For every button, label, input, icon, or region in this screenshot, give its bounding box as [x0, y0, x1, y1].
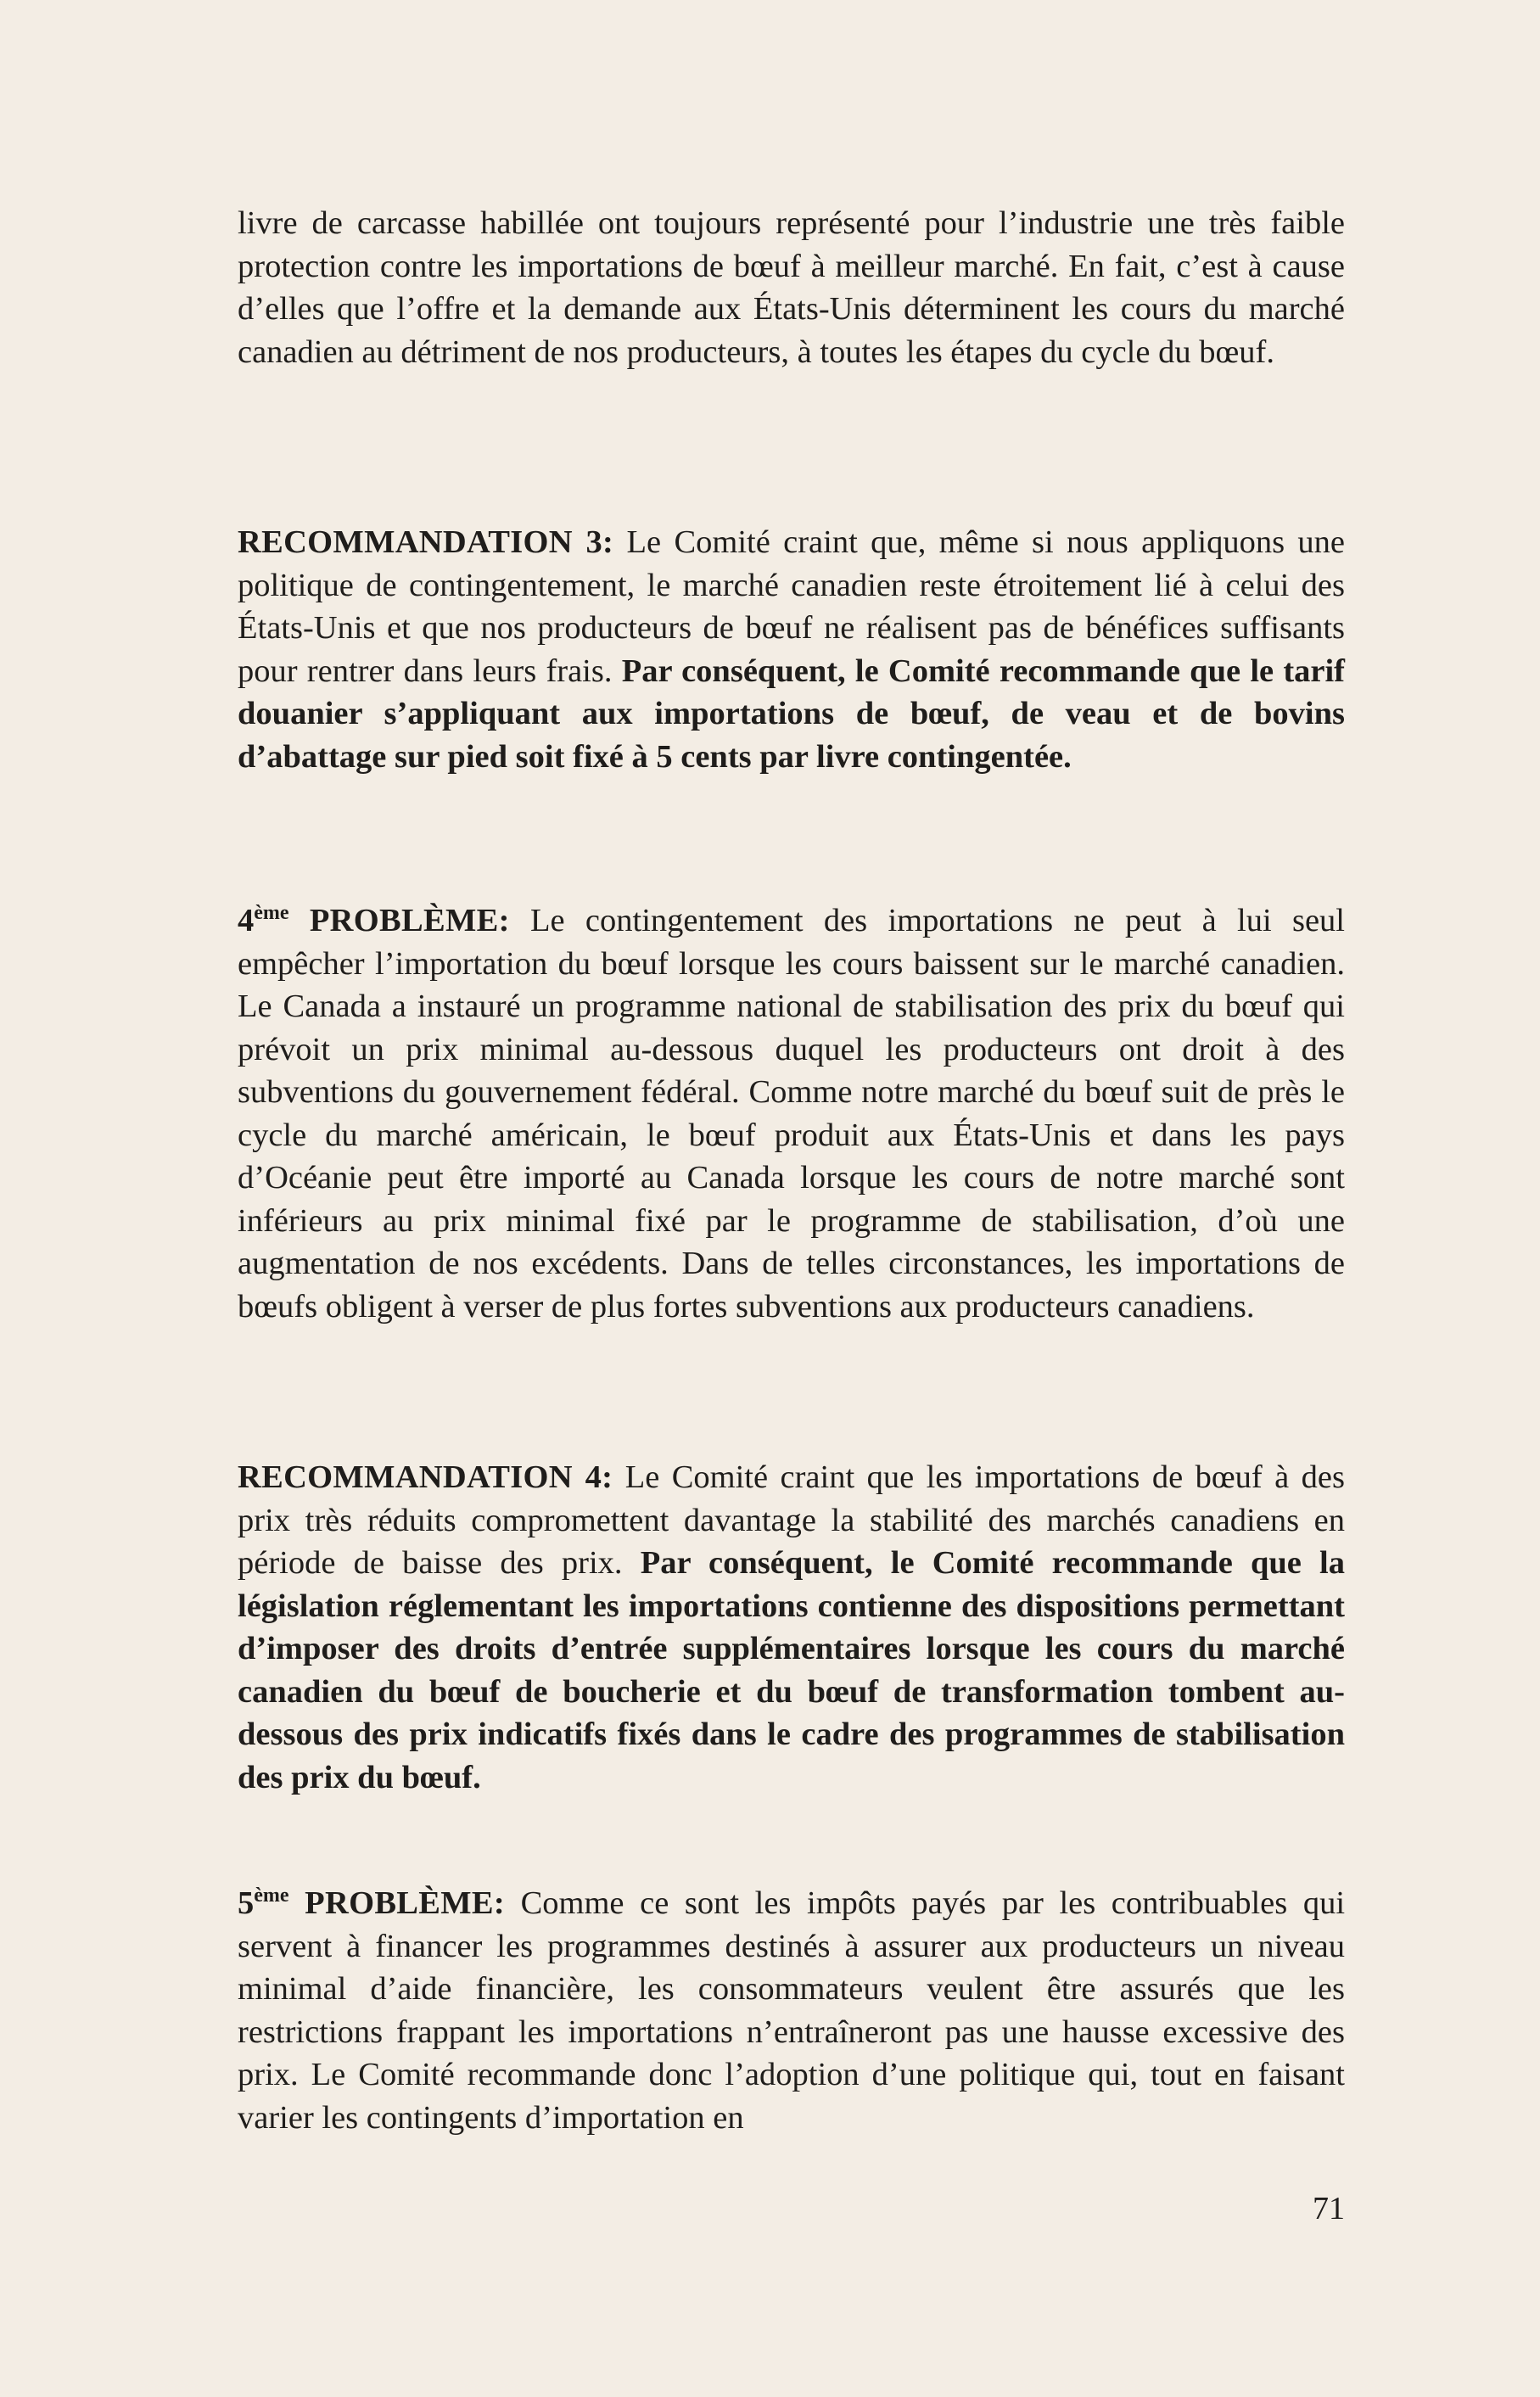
recommendation-4-bold-text: Par conséquent, le Comité recommande que la législation réglementant les importations contienne des dispositions permettant d’imposer des droits d’entrée supplémentaires lorsque les cours du marché canadien du bœuf de boucherie et du bœuf de transformation tombent au-dessous des prix indicatifs fixés dans le cadre des programmes de stabilisation des prix du bœuf. [238, 1545, 1345, 1795]
recommendation-4-text: Le Comité craint que les importations de bœuf à des prix très réduits compromettent davantage la stabilité des marchés canadiens en période de baisse des prix. [238, 1459, 1345, 1581]
paragraph-text: livre de carcasse habillée ont toujours représenté pour l’industrie une très faible protection contre les importations de bœuf à meilleur marché. En fait, c’est à cause d’elles que l’offre et la demande aux États-Unis déterminent les cours du marché canadien au détriment de nos producteurs, à toutes les étapes du cycle du bœuf. [238, 205, 1345, 370]
problem-4-ordinal-suffix: ème [254, 902, 289, 924]
problem-4 [238, 899, 1345, 1328]
problem-5-ordinal-suffix: ème [254, 1885, 289, 1907]
problem-5 [238, 1882, 1345, 2139]
recommendation-3-label: RECOMMANDATION 3: [238, 524, 614, 560]
problem-5-number: 5 [238, 1885, 255, 1921]
problem-5-label: PROBLÈME: [305, 1885, 505, 1921]
recommendation-3 [238, 521, 1345, 778]
recommendation-4-label: RECOMMANDATION 4: [238, 1459, 613, 1495]
problem-4-label: PROBLÈME: [309, 903, 510, 938]
recommendation-3-bold-text: Par conséquent, le Comité recommande que le tarif douanier s’appliquant aux importations de bœuf, de veau et de bovins d’abattage sur pied soit fixé à 5 cents par livre contingentée. [238, 652, 1345, 775]
recommendation-4 [238, 1456, 1345, 1799]
recommendation-3-text: Le Comité craint que, même si nous appliquons une politique de contingentement, le marché canadien reste étroitement lié à celui des États-Unis et que nos producteurs de bœuf ne réalisent pas de bénéfices suffisants pour rentrer dans leurs frais. [238, 524, 1345, 689]
problem-4-text: Le contingentement des importations ne peut à lui seul empêcher l’importation du bœuf lorsque les cours baissent sur le marché canadien. Le Canada a instauré un programme national de stabilisation des prix du bœuf qui prévoit un prix minimal au-dessous duquel les producteurs ont droit à des subventions du gouvernement fédéral. Comme notre marché du bœuf suit de près le cycle du marché américain, le bœuf produit aux États-Unis et dans les pays d’Océanie peut être importé au Canada lorsque les cours de notre marché sont inférieurs au prix minimal fixé par le programme de stabilisation, d’où une augmentation de nos excédents. Dans de telles circonstances, les importations de bœufs obligent à verser de plus fortes subventions aux producteurs canadiens. [238, 903, 1345, 1325]
paragraph-beef-protection [238, 202, 1345, 373]
problem-4-number: 4 [238, 903, 255, 938]
page-number: 71 [1313, 2191, 1345, 2226]
problem-5-text: Comme ce sont les impôts payés par les contribuables qui servent à financer les programmes destinés à assurer aux producteurs un niveau minimal d’aide financière, les consommateurs veulent être assurés que les restrictions frappant les importations n’entraîneront pas une hausse excessive des prix. Le Comité recommande donc l’adoption d’une politique qui, tout en faisant varier les contingents d’importation en [238, 1885, 1346, 2136]
